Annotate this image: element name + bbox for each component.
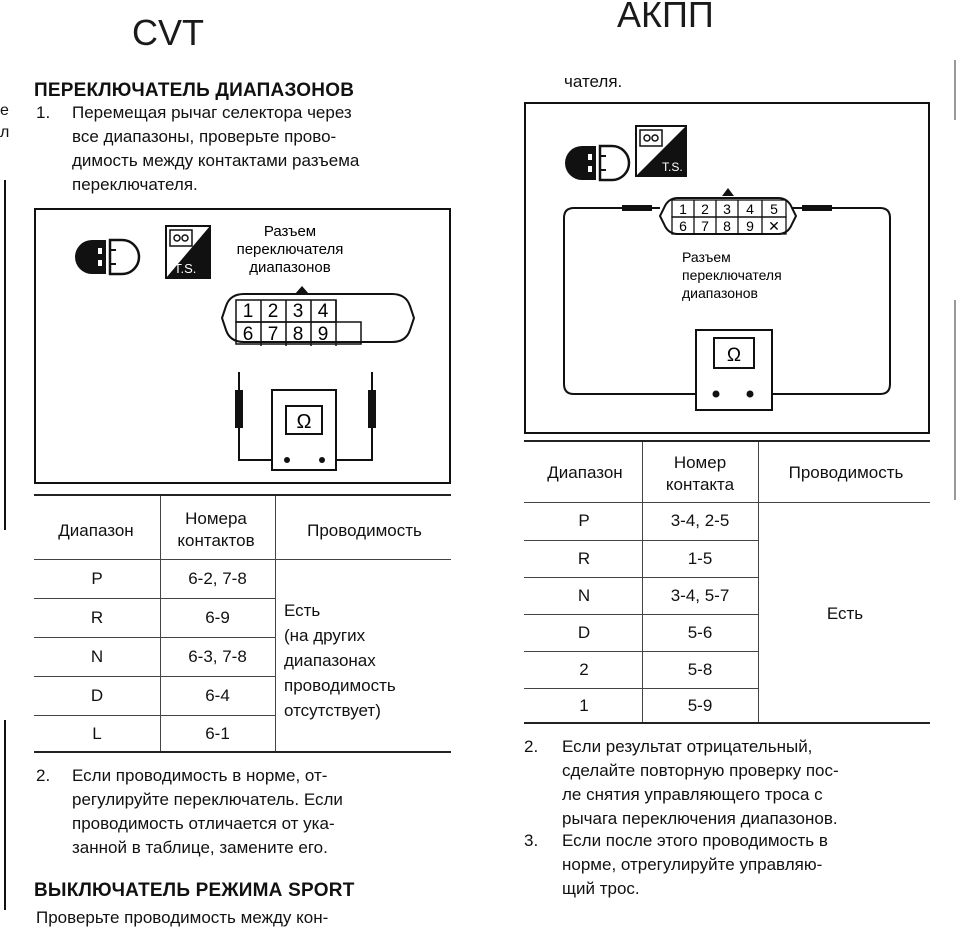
table-header: Проводимость [307, 521, 422, 540]
table-cell-contacts: 5-9 [687, 696, 713, 715]
ohm-symbol: Ω [296, 411, 312, 433]
pin-number: 4 [317, 301, 329, 322]
table-cell-range: D [90, 686, 104, 705]
pin-number: 6 [242, 324, 254, 345]
pin-number: 4 [746, 201, 754, 217]
table-cell-contacts: 6-9 [205, 608, 230, 627]
table-cell-contacts: 6-1 [205, 724, 230, 743]
step-line: норме, отрегулируйте управляю- [562, 855, 823, 874]
pin-number: 1 [242, 301, 254, 322]
connector-label-line: диапазонов [249, 259, 331, 276]
table-header: Номер контакта [665, 453, 735, 494]
connector-label-line: Разъем [682, 249, 731, 265]
table-cell-contacts: 6-2, 7-8 [188, 569, 247, 588]
pin-number: 1 [679, 201, 687, 217]
pin-number: 5 [770, 201, 778, 217]
pin-number: 3 [292, 301, 304, 322]
table-cell-contacts: 1-5 [687, 549, 713, 568]
pin-number: 7 [701, 218, 709, 234]
table-header: Диапазон [547, 463, 623, 482]
step-line: регулируйте переключатель. Если [72, 790, 343, 809]
pin-number: ✕ [768, 218, 780, 234]
step-number: 2. [524, 737, 539, 756]
step-line: переключателя. [72, 175, 198, 194]
step-number: 1. [36, 103, 51, 122]
table-cell-range: P [578, 511, 590, 530]
step-number: 2. [36, 766, 51, 785]
connector-disconnect-icon [565, 146, 629, 180]
pin-number: 7 [267, 324, 279, 345]
ts-label: T.S. [662, 160, 683, 174]
step-line: проводимость отличается от ука- [72, 814, 335, 833]
connector-label-line: переключателя [682, 267, 782, 283]
conductivity-line: проводимость [284, 676, 396, 695]
table-cell-range: R [90, 608, 104, 627]
table-cell-range: N [577, 586, 591, 605]
connector-body [222, 286, 414, 346]
edge-line [4, 720, 6, 910]
pin-number: 8 [292, 324, 304, 345]
pin-number: 9 [746, 218, 754, 234]
step-line: сделайте повторную проверку пос- [562, 761, 839, 780]
connector-disconnect-icon [75, 240, 139, 274]
step-1 [36, 101, 452, 201]
step-line: Если результат отрицательный, [562, 737, 813, 756]
pin-number: 2 [701, 201, 709, 217]
conductivity-line: Есть [284, 601, 321, 620]
pin-number: 9 [317, 324, 329, 345]
step-2-left [36, 764, 452, 864]
cutoff-line: Проверьте проводимость между кон- [36, 908, 329, 927]
table-cell-range: N [90, 647, 104, 666]
cvt-connector-diagram [34, 208, 451, 484]
step-number: 3. [524, 831, 539, 850]
table-cell-range: 1 [579, 696, 589, 715]
step-2-right [524, 735, 930, 835]
step-line: Если проводимость в норме, от- [72, 766, 328, 785]
step-line: ле снятия управляющего троса с [562, 785, 823, 804]
ts-label: T.S. [174, 261, 197, 276]
conductivity-line: диапазонах [284, 651, 376, 670]
test-symbol-icon [636, 126, 686, 176]
table-cell-contacts: 6-4 [205, 686, 230, 705]
section-title-range-switch: ПЕРЕКЛЮЧАТЕЛЬ ДИАПАЗОНОВ [34, 80, 355, 101]
ohm-symbol: Ω [726, 345, 742, 366]
connector-label-line: диапазонов [682, 285, 758, 301]
table-cell-contacts: 3-4, 5-7 [670, 586, 730, 605]
table-cell-range: L [92, 724, 102, 743]
pin-number: 2 [267, 301, 279, 322]
edge-fragment-2: л [0, 124, 10, 141]
edge-line [4, 180, 6, 530]
table-header: Диапазон [58, 521, 134, 540]
ohmmeter [696, 330, 772, 410]
step-line: рычага переключения диапазонов. [562, 809, 838, 828]
table-header: Номера контактов [177, 509, 255, 550]
table-cell-conductivity [284, 598, 396, 723]
conductivity-line: отсутствует) [284, 701, 381, 720]
table-cell-contacts: 6-3, 7-8 [188, 647, 247, 666]
edge-line [954, 300, 956, 500]
table-cell-range: R [577, 549, 591, 568]
ohmmeter [272, 390, 336, 470]
test-symbol-icon [166, 226, 210, 278]
table-cell-conductivity: Есть [826, 604, 864, 623]
table-cell-contacts: 3-4, 2-5 [670, 511, 730, 530]
akpp-connector-diagram [524, 102, 930, 434]
table-cell-contacts: 5-8 [687, 660, 713, 679]
pin-number: 6 [679, 218, 687, 234]
connector-label-line: переключателя [236, 241, 344, 258]
table-cell-range: 2 [579, 660, 589, 679]
step-line: Если после этого проводимость в [562, 831, 828, 850]
pin-number: 3 [723, 201, 731, 217]
table-cell-range: D [577, 623, 591, 642]
connector-body [660, 188, 796, 234]
section-title-sport-switch: ВЫКЛЮЧАТЕЛЬ РЕЖИМА SPORT [34, 880, 355, 901]
connector-label-line: Разъем [263, 223, 317, 240]
step-3-right [524, 829, 930, 905]
edge-line [954, 60, 956, 120]
step-line: димость между контактами разъема [72, 151, 360, 170]
step-line: щий трос. [562, 879, 640, 898]
page-title-akpp: АКПП [617, 0, 714, 35]
conductivity-line: (на других [284, 626, 366, 645]
table-cell-contacts: 5-6 [687, 623, 713, 642]
table-cell-range: P [91, 569, 103, 588]
step-line: Перемещая рычаг селектора через [72, 103, 352, 122]
edge-fragment-1: е [0, 102, 9, 119]
table-header: Проводимость [788, 463, 904, 482]
step-line: все диапазоны, проверьте прово- [72, 127, 337, 146]
page-title-cvt: CVT [132, 12, 204, 53]
cutoff-top-line: чателя. [564, 72, 623, 91]
pin-number: 8 [723, 218, 731, 234]
step-line: занной в таблице, замените его. [72, 838, 328, 857]
